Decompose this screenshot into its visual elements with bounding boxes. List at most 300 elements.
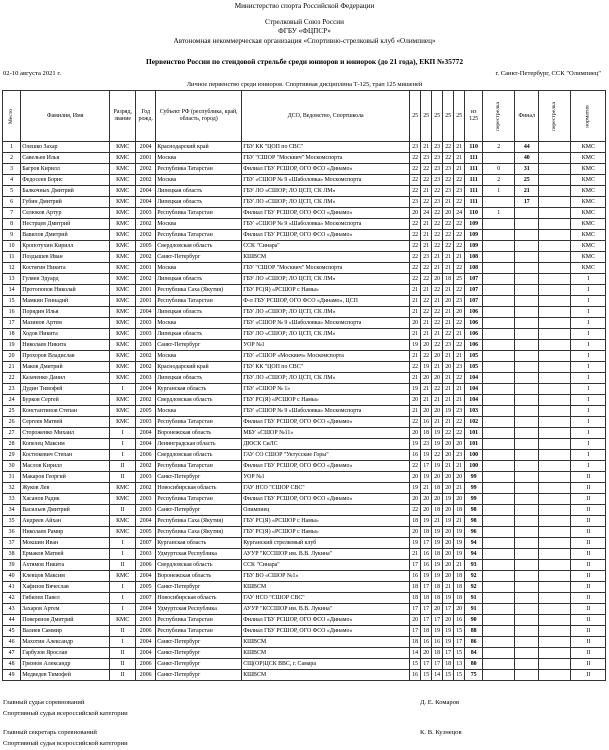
table-row [3,296,606,307]
cell-total: 104 [465,384,483,395]
cell-shootoff-1 [483,626,515,637]
cell-shootoff-2 [539,175,571,186]
cell-shootoff-1 [483,648,515,659]
cell-shootoff-1 [483,472,515,483]
cell-year: 2002 [136,164,156,175]
cell-final [515,406,539,417]
table-row [3,505,606,516]
cell-club: КШВСМ [242,637,410,648]
cell-s2: 22 [421,307,432,318]
cell-s1: 21 [410,549,421,560]
cell-club: Филиал ГБУ РСШОР, ОГО ФСО «Динамо» [242,417,410,428]
cell-total: 91 [465,604,483,615]
cell-name: Селюков Артур [21,208,110,219]
cell-club: Филиал ГБУ РСШОР, ОГО ФСО «Динамо» [242,626,410,637]
cell-club: ГБУ РС(Я) «РСШОР с Намы» [242,516,410,527]
cell-s3: 22 [432,384,443,395]
cell-total: 102 [465,417,483,428]
cell-region: Республика Татарстан [156,417,242,428]
cell-s4: 22 [443,230,454,241]
cell-s2: 17 [421,538,432,549]
cell-shootoff-2 [539,516,571,527]
cell-club: Филиал ГБУ РСШОР, ОГО ФСО «Динамо» [242,230,410,241]
secretary-category: Спортивный судья всероссийской категории [3,740,128,747]
cell-s3: 19 [432,461,443,472]
cell-s4: 21 [443,307,454,318]
cell-name: Клевцов Максим [21,571,110,582]
cell-rank: I [110,450,136,461]
cell-s5: 22 [454,417,465,428]
col-series-3: 25 [432,91,443,142]
cell-shootoff-1 [483,296,515,307]
table-row [3,450,606,461]
cell-s2: 20 [421,648,432,659]
cell-final [515,538,539,549]
col-place: Место [3,91,21,142]
cell-region: Воронежская область [156,428,242,439]
cell-s4: 15 [443,670,454,681]
cell-s4: 23 [443,186,454,197]
cell-s1: 22 [410,274,421,285]
cell-s2: 21 [421,395,432,406]
cell-standard: КМС [571,175,606,186]
cell-shootoff-1 [483,285,515,296]
cell-place: 29 [3,450,21,461]
cell-name: Копелец Максим [21,439,110,450]
cell-s3: 21 [432,296,443,307]
cell-s4: 20 [443,571,454,582]
table-row [3,659,606,670]
cell-s3: 23 [432,164,443,175]
cell-region: Санкт-Петербург [156,252,242,263]
cell-region: Липецкая область [156,307,242,318]
cell-s1: 17 [410,604,421,615]
cell-club: ГБУ «СШОР № 9 «Шаболовка» Москомспорта [242,175,410,186]
cell-club: ССК "Синара" [242,560,410,571]
cell-club: ГБУ «СШОР № 9 «Шаболовка» Москомспорта [242,219,410,230]
table-row [3,395,606,406]
cell-name: Сергеев Матвей [21,417,110,428]
cell-club: ГБУ ЛО «СШОР; ЛО ЦСП, СК ЛМ» [242,186,410,197]
cell-shootoff-1: 1 [483,186,515,197]
cell-year: 2002 [136,252,156,263]
table-row [3,164,606,175]
cell-club: ССК "Синара" [242,241,410,252]
cell-s3: 20 [432,472,443,483]
cell-name: Медведев Тимофей [21,670,110,681]
cell-final: 25 [515,175,539,186]
cell-year: 2002 [136,274,156,285]
cell-region: Краснодарский край [156,362,242,373]
cell-s3: 19 [432,439,443,450]
cell-final [515,241,539,252]
cell-rank: КМС [110,241,136,252]
cell-s4: 21 [443,197,454,208]
cell-final: 40 [515,153,539,164]
cell-place: 27 [3,428,21,439]
cell-place: 45 [3,626,21,637]
cell-s1: 16 [410,571,421,582]
cell-shootoff-1 [483,516,515,527]
cell-name: Грязнов Александр [21,659,110,670]
cell-s2: 18 [421,626,432,637]
cell-place: 36 [3,527,21,538]
cell-total: 80 [465,659,483,670]
cell-rank: I [110,549,136,560]
cell-total: 99 [465,494,483,505]
cell-year: 2004 [136,571,156,582]
col-series-4: 25 [443,91,454,142]
cell-year: 2004 [136,516,156,527]
table-header-row [3,91,606,142]
cell-year: 2004 [136,142,156,153]
cell-total: 106 [465,329,483,340]
cell-standard: II [571,538,606,549]
cell-place: 43 [3,604,21,615]
cell-shootoff-1 [483,461,515,472]
cell-s5: 21 [454,461,465,472]
cell-s5: 21 [454,142,465,153]
cell-standard: II [571,560,606,571]
col-series-2: 25 [421,91,432,142]
cell-year: 2003 [136,505,156,516]
cell-s4: 19 [443,626,454,637]
table-row [3,626,606,637]
cell-s1: 22 [410,252,421,263]
cell-rank: II [110,461,136,472]
cell-shootoff-2 [539,384,571,395]
cell-rank: КМС [110,263,136,274]
cell-s1: 21 [410,351,421,362]
cell-final [515,472,539,483]
table-row [3,483,606,494]
cell-s5: 23 [454,362,465,373]
cell-s2: 21 [421,219,432,230]
cell-region: Республика Саха (Якутия) [156,527,242,538]
cell-region: Воронежская область [156,571,242,582]
cell-year: 2003 [136,494,156,505]
cell-s2: 21 [421,186,432,197]
cell-region: Санкт-Петербург [156,472,242,483]
cell-s3: 22 [432,208,443,219]
cell-standard: I [571,340,606,351]
cell-region: Москва [156,153,242,164]
cell-s5: 22 [454,263,465,274]
cell-total: 106 [465,307,483,318]
cell-s4: 20 [443,296,454,307]
cell-s4: 21 [443,252,454,263]
cell-club: Олимпиец [242,505,410,516]
cell-name: Балкочных Дмитрий [21,186,110,197]
cell-place: 13 [3,274,21,285]
cell-name: Протопопов Николай [21,285,110,296]
cell-year: 2002 [136,219,156,230]
cell-s4: 20 [443,472,454,483]
cell-club: Филиал ГБУ РСШОР, ОГО ФСО «Динамо» [242,461,410,472]
secretary-label: Главный секретарь соревнований [3,729,97,736]
cell-shootoff-2 [539,549,571,560]
cell-standard: II [571,593,606,604]
cell-s5: 21 [454,252,465,263]
cell-rank: КМС [110,571,136,582]
cell-total: 101 [465,428,483,439]
cell-shootoff-2 [539,560,571,571]
cell-place: 6 [3,197,21,208]
cell-place: 41 [3,582,21,593]
cell-shootoff-2 [539,164,571,175]
chief-judge-name: Д. Е. Комаров [420,699,460,706]
cell-club: ГБУ ЛО «СШОР; ЛО ЦСП, СК ЛМ» [242,274,410,285]
cell-place: 39 [3,560,21,571]
cell-total: 108 [465,252,483,263]
cell-year: 2001 [136,153,156,164]
table-row [3,351,606,362]
cell-total: 110 [465,142,483,153]
cell-club: МБУ «СШОР №11» [242,428,410,439]
cell-shootoff-2 [539,670,571,681]
cell-s3: 23 [432,153,443,164]
cell-s3: 21 [432,252,443,263]
cell-shootoff-1 [483,417,515,428]
cell-place: 17 [3,318,21,329]
cell-year: 2002 [136,395,156,406]
cell-shootoff-1 [483,428,515,439]
cell-region: Республика Татарстан [156,461,242,472]
table-row [3,417,606,428]
cell-final [515,505,539,516]
cell-s3: 18 [432,483,443,494]
cell-shootoff-2 [539,318,571,329]
cell-name: Васильев Дмитрий [21,505,110,516]
cell-s1: 18 [410,582,421,593]
cell-rank: КМС [110,230,136,241]
cell-year: 2004 [136,637,156,648]
cell-place: 28 [3,439,21,450]
col-total: из 125 [465,91,483,142]
cell-s3: 18 [432,593,443,604]
cell-region: Санкт-Петербург [156,582,242,593]
table-row [3,263,606,274]
cell-place: 44 [3,615,21,626]
cell-shootoff-1: 2 [483,142,515,153]
cell-club: ГАУ НСО "СШОР СВС" [242,483,410,494]
cell-shootoff-1 [483,571,515,582]
cell-final [515,318,539,329]
cell-year: 2003 [136,615,156,626]
table-row [3,241,606,252]
cell-rank: КМС [110,329,136,340]
cell-s2: 23 [421,153,432,164]
cell-final [515,417,539,428]
cell-final [515,296,539,307]
cell-s5: 18 [454,582,465,593]
cell-club: КШВСМ [242,582,410,593]
cell-club: УОР №1 [242,472,410,483]
cell-s4: 21 [443,417,454,428]
cell-s4: 21 [443,285,454,296]
cell-place: 40 [3,571,21,582]
cell-standard: I [571,417,606,428]
cell-final [515,604,539,615]
cell-rank: КМС [110,417,136,428]
cell-year: 2003 [136,417,156,428]
cell-final [515,219,539,230]
cell-final [515,340,539,351]
cell-total: 86 [465,637,483,648]
table-row [3,549,606,560]
cell-s2: 21 [421,230,432,241]
table-row [3,285,606,296]
cell-total: 107 [465,285,483,296]
table-row [3,307,606,318]
cell-standard: КМС [571,241,606,252]
cell-name: Николаев Никита [21,340,110,351]
cell-s5: 20 [454,439,465,450]
cell-s5: 21 [454,384,465,395]
table-row [3,637,606,648]
cell-s3: 21 [432,417,443,428]
cell-s2: 18 [421,428,432,439]
cell-shootoff-2 [539,439,571,450]
table-row [3,318,606,329]
table-row [3,340,606,351]
table-row [3,252,606,263]
cell-s1: 22 [410,505,421,516]
cell-standard: I [571,395,606,406]
cell-name: Вавилов Дмитрий [21,230,110,241]
table-row [3,406,606,417]
cell-s5: 20 [454,307,465,318]
col-name: Фамилия, Имя [21,91,110,142]
cell-final [515,516,539,527]
cell-region: Удмуртская Республика [156,549,242,560]
cell-year: 2003 [136,373,156,384]
cell-s3: 22 [432,230,443,241]
cell-rank: I [110,428,136,439]
cell-region: Москва [156,263,242,274]
cell-s5: 21 [454,395,465,406]
cell-place: 2 [3,153,21,164]
cell-club: Филиал ГБУ РСШОР, ОГО ФСО «Динамо» [242,208,410,219]
cell-total: 111 [465,186,483,197]
cell-shootoff-1 [483,527,515,538]
cell-final [515,637,539,648]
cell-total: 105 [465,351,483,362]
cell-standard: II [571,527,606,538]
cell-standard: КМС [571,153,606,164]
cell-shootoff-2 [539,373,571,384]
cell-place: 31 [3,472,21,483]
cell-shootoff-2 [539,582,571,593]
cell-s5: 23 [454,296,465,307]
cell-final [515,659,539,670]
cell-shootoff-1 [483,670,515,681]
cell-s5: 22 [454,197,465,208]
cell-name: Губин Дмитрий [21,197,110,208]
cell-region: Республика Татарстан [156,164,242,175]
cell-club: ГБУ ЛО «СШОР; ЛО ЦСП, СК ЛМ» [242,307,410,318]
cell-final [515,648,539,659]
cell-standard: I [571,439,606,450]
cell-total: 90 [465,615,483,626]
cell-s2: 21 [421,318,432,329]
cell-club: ГАУ СО СШОР "Уктусские Горы" [242,450,410,461]
cell-rank: I [110,538,136,549]
cell-rank: КМС [110,274,136,285]
cell-club: СЩ(ОР)ЦСК ВВС, г. Самара [242,659,410,670]
cell-s4: 22 [443,219,454,230]
cell-standard: II [571,516,606,527]
cell-s1: 21 [410,296,421,307]
cell-standard: КМС [571,164,606,175]
cell-s4: 19 [443,494,454,505]
cell-year: 2002 [136,461,156,472]
cell-shootoff-1 [483,351,515,362]
cell-year: 2004 [136,197,156,208]
cell-s1: 20 [410,615,421,626]
cell-shootoff-1 [483,219,515,230]
cell-s1: 18 [410,637,421,648]
cell-s2: 16 [421,637,432,648]
cell-s4: 20 [443,527,454,538]
cell-s3: 20 [432,351,443,362]
cell-place: 7 [3,208,21,219]
cell-region: Республика Татарстан [156,494,242,505]
cell-club: УОР №1 [242,340,410,351]
col-series-5: 25 [454,91,465,142]
cell-shootoff-1 [483,252,515,263]
cell-rank: I [110,439,136,450]
cell-s5: 22 [454,318,465,329]
cell-rank: КМС [110,373,136,384]
cell-final: 17 [515,197,539,208]
cell-standard: I [571,428,606,439]
cell-shootoff-1 [483,593,515,604]
cell-final [515,351,539,362]
cell-region: Новосибирская область [156,483,242,494]
cell-name: Поверенов Дмитрий [21,615,110,626]
cell-standard: КМС [571,263,606,274]
table-row [3,571,606,582]
cell-s1: 20 [410,208,421,219]
cell-s1: 16 [410,450,421,461]
cell-rank: II [110,505,136,516]
cell-total: 101 [465,439,483,450]
competition-title: Первенство России по стендовой стрельбе среди юниоров и юниорок (до 21 года), ЕКП №35772 [145,57,464,66]
competition-dates: 02-10 августа 2021 г. [3,70,61,77]
cell-total: 111 [465,153,483,164]
cell-name: Захаров Артем [21,604,110,615]
cell-s5: 15 [454,626,465,637]
cell-standard: II [571,648,606,659]
cell-s2: 19 [421,516,432,527]
cell-total: 99 [465,483,483,494]
cell-total: 107 [465,296,483,307]
cell-s5: 22 [454,285,465,296]
cell-name: Макаров Георгий [21,472,110,483]
cell-s4: 21 [443,318,454,329]
cell-s4: 23 [443,164,454,175]
cell-s2: 22 [421,197,432,208]
cell-s2: 22 [421,296,432,307]
cell-year: 2003 [136,549,156,560]
cell-place: 20 [3,351,21,362]
cell-s5: 21 [454,164,465,175]
cell-year: 2006 [136,450,156,461]
cell-club: КШВСМ [242,252,410,263]
cell-total: 104 [465,395,483,406]
cell-s5: 19 [454,538,465,549]
